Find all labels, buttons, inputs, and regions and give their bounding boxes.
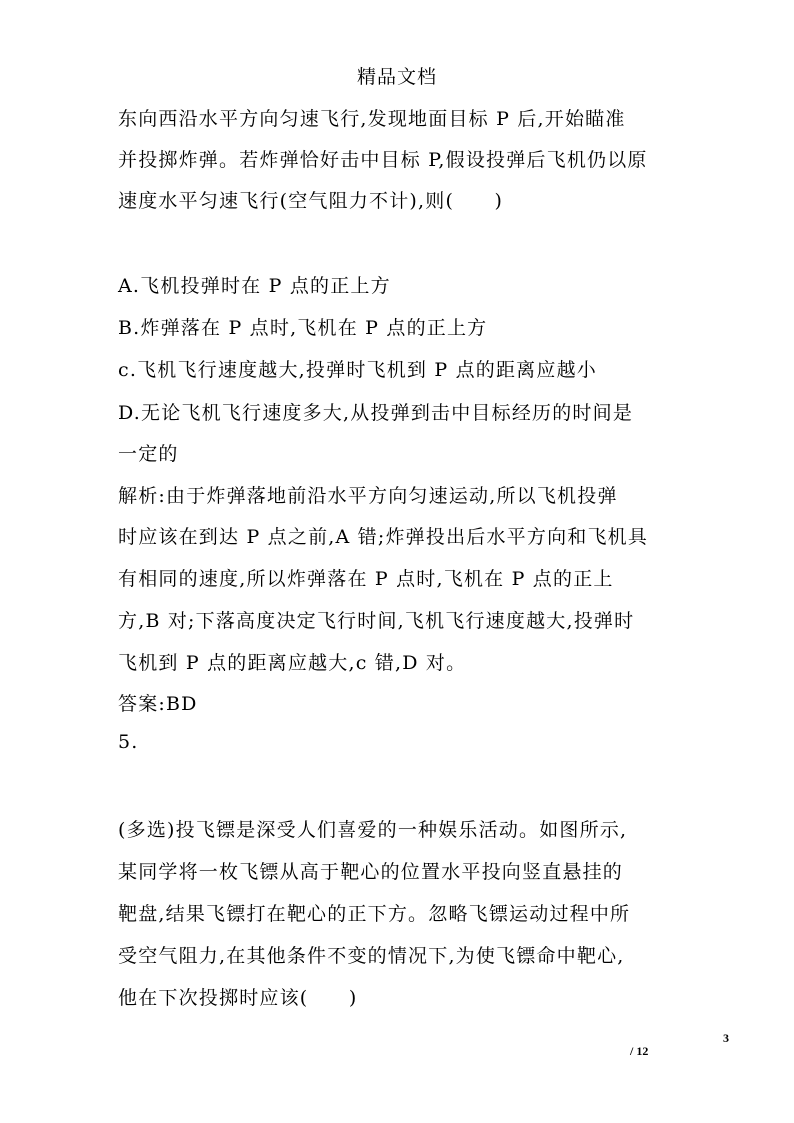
text-line: 东向西沿水平方向匀速飞行,发现地面目标 P 后,开始瞄准 — [118, 108, 626, 130]
page-header-title: 精品文档 — [356, 66, 437, 88]
page-total: / 12 — [630, 1044, 649, 1058]
option-c: c.飞机飞行速度越大,投弹时飞机到 P 点的距离应越小 — [118, 359, 597, 381]
answer-text: 答案:BD — [118, 693, 198, 715]
question-text: (多选)投飞镖是深受人们喜爱的一种娱乐活动。如图所示, — [118, 819, 628, 841]
option-d: D.无论飞机飞行速度多大,从投弹到击中目标经历的时间是 — [118, 402, 634, 424]
question-text: 他在下次投掷时应该( ) — [118, 987, 358, 1009]
question-number: 5. — [118, 731, 139, 753]
analysis-text: 解析:由于炸弹落地前沿水平方向匀速运动,所以飞机投弹 — [118, 485, 618, 507]
text-line: 速度水平匀速飞行(空气阻力不计),则( ) — [118, 190, 504, 212]
question-text: 某同学将一枚飞镖从高于靶心的位置水平投向竖直悬挂的 — [118, 861, 624, 883]
text-line: 并投掷炸弹。若炸弹恰好击中目标 P,假设投弹后飞机仍以原 — [118, 149, 648, 171]
question-text: 靶盘,结果飞镖打在靶心的正下方。忽略飞镖运动过程中所 — [118, 903, 631, 925]
question-text: 受空气阻力,在其他条件不变的情况下,为使飞镖命中靶心, — [118, 945, 625, 967]
analysis-text: 方,B 对;下落高度决定飞行时间,飞机飞行速度越大,投弹时 — [118, 610, 635, 632]
text-line: 一定的 — [118, 443, 179, 465]
page-number: 3 — [723, 1031, 729, 1045]
analysis-text: 时应该在到达 P 点之前,A 错;炸弹投出后水平方向和飞机具 — [118, 526, 649, 548]
option-b: B.炸弹落在 P 点时,飞机在 P 点的正上方 — [118, 317, 488, 339]
analysis-text: 有相同的速度,所以炸弹落在 P 点时,飞机在 P 点的正上 — [118, 568, 614, 590]
analysis-text: 飞机到 P 点的距离应越大,c 错,D 对。 — [118, 652, 467, 674]
option-a: A.飞机投弹时在 P 点的正上方 — [118, 275, 391, 297]
